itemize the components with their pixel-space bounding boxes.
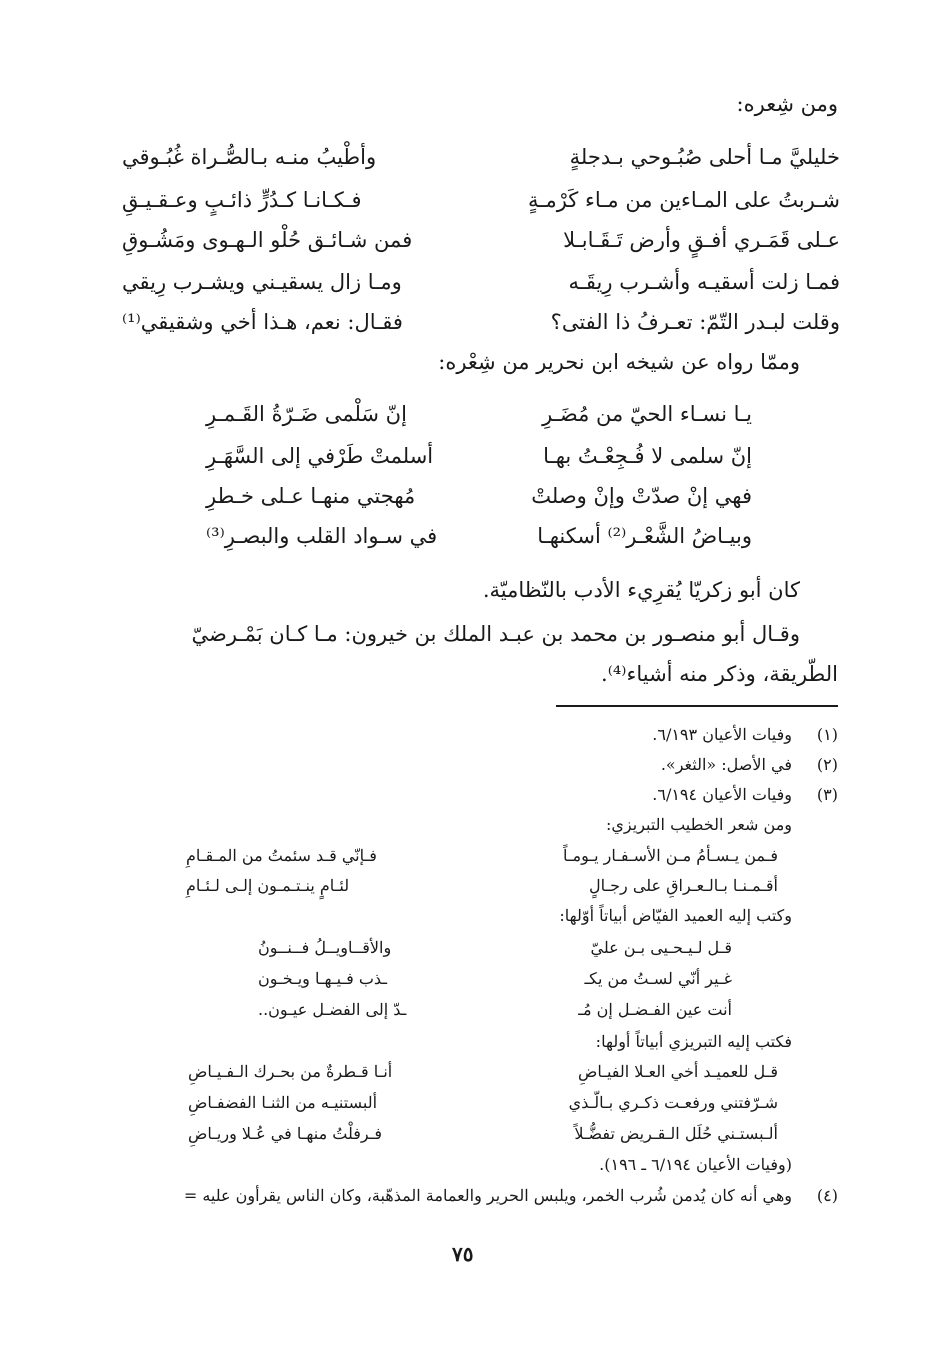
verse-hemistich-left: أنـا قـطرةٌ من بحـرك الـفـيـاضِ [188, 1062, 393, 1081]
section-intro: ومن شِعره: [736, 92, 838, 116]
footnote-3-intro-2: وكتب إليه العميد الفيّاض أبياتاً أوّلها: [559, 906, 792, 925]
verse-hemistich-right: قـل للعميـد أخي العـلا الفيـاضِ [578, 1062, 778, 1081]
verse-hemistich-left: فقـال: نعم، هـذا أخي وشقيقي⁽¹⁾ [122, 310, 403, 334]
verse-hemistich-right: شـربتُ على المـاءين من مـاء كَرْمـةٍ [528, 188, 840, 212]
paragraph-2-line-1: وقـال أبو منصـور بن محمد بن عبـد الملك بن خيرون: مـا كـان بَمْـرضيّ [191, 622, 800, 646]
verse-hemistich-right: فهي إنْ صدّتْ وإنْ وصلتْ [531, 484, 752, 508]
paragraph-1: كان أبو زكريّا يُقرِيء الأدب بالنّظاميّة. [482, 578, 800, 602]
footnote-3-intro: ومن شعر الخطيب التبريزي: [606, 815, 792, 834]
verse-hemistich-right: وبيـاضُ الشَّعْـر⁽²⁾ أسكنهـا [537, 524, 752, 548]
footnote-number: (٤) [816, 1186, 838, 1205]
verse-hemistich-right: غـير أنّي لسـتُ من يكـ [584, 969, 732, 988]
verse-hemistich-left: لئـامٍ ينـتـمـون إلـى لـئـامِ [186, 876, 350, 895]
verse-hemistich-left: في سـواد القلب والبصـرِ⁽³⁾ [206, 524, 438, 548]
verse-hemistich-right: وقلت لبـدر التّمّ: تعـرفُ ذا الفتى؟ [550, 310, 840, 334]
footnote-1: وفيات الأعيان ٦/١٩٣. [652, 725, 792, 744]
verse-hemistich-left: إنّ سَلْمى ضَـرّةُ القَـمـرِ [206, 402, 407, 426]
footnote-3: وفيات الأعيان ٦/١٩٤. [652, 785, 792, 804]
section-intro-2: وممّا رواه عن شيخه ابن نحرير من شِعْره: [438, 350, 800, 374]
verse-hemistich-right: فمـا زلت أسقيـه وأشـرب رِيقَـه [568, 270, 840, 294]
verse-hemistich-left: أسلمتْ طَرْفي إلى السَّهَـرِ [206, 444, 434, 468]
footnote-3-intro-3: فكتب إليه التبريزي أبياتاً أولها: [595, 1032, 792, 1051]
footnote-number: (١) [816, 725, 838, 744]
verse-hemistich-right: فـمن يـسـأمُ مـن الأسـفـار يـومـاً [562, 846, 778, 865]
verse-hemistich-right: عـلى قَمَـري أفـقٍ وأرض تَـقَـابـلا [563, 228, 840, 252]
verse-hemistich-right: ألـبستـني حُلَل الـقـريض تفضُّـلاً [574, 1124, 778, 1143]
verse-hemistich-right: أقـمـنـا بـالـعـراقِ على رجـالٍ [588, 876, 778, 895]
footnote-4: وهي أنه كان يُدمن شُرب الخمر، ويلبس الحرير والعمامة المذهّبة، وكان الناس يقرأون عليه = [183, 1186, 792, 1205]
verse-hemistich-left: ـدّ إلى الفضـل عيـون.. [258, 1000, 407, 1019]
page-number: ٧٥ [452, 1242, 474, 1266]
verse-hemistich-right: قـل لـيـحـيى بـن عليّ [590, 938, 732, 957]
verse-hemistich-left: ألبستنيـه من الثنـا الفضفـاضِ [188, 1093, 378, 1112]
verse-hemistich-left: فـرفلْتُ منهـا في عُـلا وريـاضِ [188, 1124, 383, 1143]
verse-hemistich-right: إنّ سلمى لا فُـجِعْـتُ بهـا [543, 444, 752, 468]
verse-hemistich-right: شـرّفتني ورفعـت ذكـري بـالّـذي [568, 1093, 778, 1112]
verse-hemistich-right: خليليَّ مـا أحلى صُبُـوحي بـدجلةٍ [569, 145, 840, 169]
verse-hemistich-left: والأقــاويــلُ فــنــونُ [258, 938, 392, 957]
verse-hemistich-left: فـكـانـا كـدُرٍّ ذائـبٍ وعـقـيـقِ [122, 188, 362, 212]
footnote-2: في الأصل: «الثغر». [660, 755, 792, 774]
footnote-separator [556, 705, 838, 707]
footnote-number: (٢) [816, 755, 838, 774]
verse-hemistich-left: فـإنّي قـد سئمتُ من المـقـامِ [186, 846, 377, 865]
verse-hemistich-left: وأطْيبُ منـه بـالصُّـراة غُبُـوقي [122, 145, 377, 169]
verse-hemistich-left: مُهجتي منهـا عـلى خـطرِ [206, 484, 416, 508]
verse-hemistich-left: ومـا زال يسقيـني ويشـرب رِيقي [122, 270, 402, 294]
verse-hemistich-right: يـا نسـاء الحيّ من مُضَـرِ [542, 402, 752, 426]
verse-hemistich-right: أنت عين الفـضـل إن مُـ [578, 1000, 732, 1019]
verse-hemistich-left: ـذب فـيـهـا ويـخـون [258, 969, 388, 988]
paragraph-2-line-2: الطّريقة، وذكر منه أشياء⁽⁴⁾. [601, 662, 838, 686]
verse-hemistich-left: فمن شـائـق حُلْو الـهـوى ومَشُـوقِ [122, 228, 413, 252]
footnote-number: (٣) [816, 785, 838, 804]
footnote-3-source: (وفيات الأعيان ٦/١٩٤ ـ ١٩٦). [599, 1155, 792, 1174]
